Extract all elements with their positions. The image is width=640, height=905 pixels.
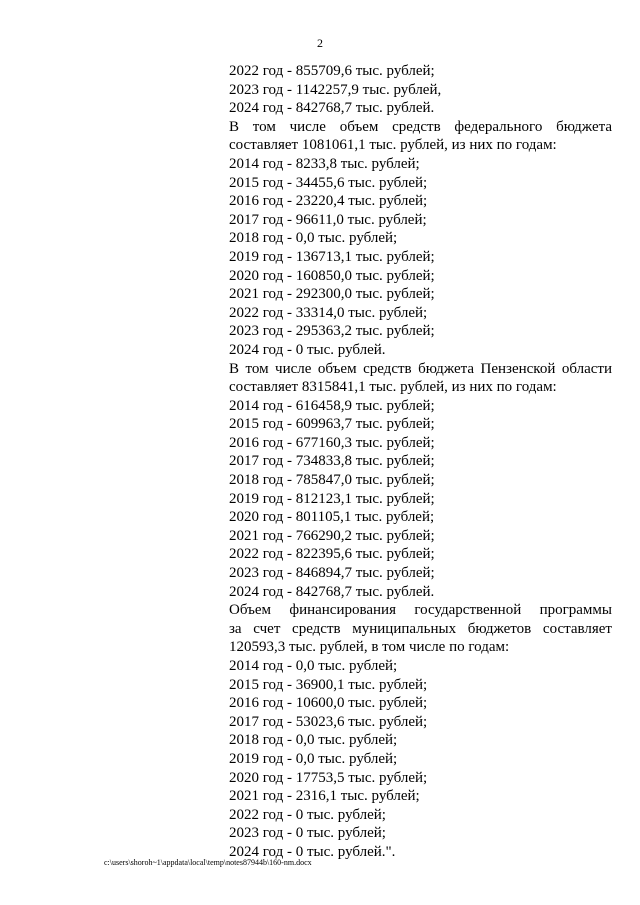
text-line: 2015 год - 609963,7 тыс. рублей; — [229, 416, 435, 433]
text-line: 2014 год - 8233,8 тыс. рублей; — [229, 155, 420, 172]
text-line: 2022 год - 0 тыс. рублей; — [229, 806, 386, 823]
text-line: 2015 год - 34455,6 тыс. рублей; — [229, 174, 428, 191]
text-line: 2021 год - 292300,0 тыс. рублей; — [229, 286, 435, 303]
text-line: 2016 год - 23220,4 тыс. рублей; — [229, 193, 428, 210]
text-line: 2018 год - 0,0 тыс. рублей; — [229, 230, 398, 247]
text-line: 2018 год - 0,0 тыс. рублей; — [229, 732, 398, 749]
text-line: составляет 1081061,1 тыс. рублей, из них по годам: — [229, 137, 557, 154]
text-line: 2017 год - 96611,0 тыс. рублей; — [229, 211, 427, 228]
text-line: 2021 год - 766290,2 тыс. рублей; — [229, 527, 435, 544]
text-line: 2016 год - 10600,0 тыс. рублей; — [229, 695, 428, 712]
text-line: 2015 год - 36900,1 тыс. рублей; — [229, 676, 428, 693]
text-line: 2017 год - 734833,8 тыс. рублей; — [229, 453, 435, 470]
page-number: 2 — [317, 36, 323, 50]
text-line: 2023 год - 846894,7 тыс. рублей; — [229, 565, 435, 582]
text-line: 2020 год - 160850,0 тыс. рублей; — [229, 267, 435, 284]
text-line: 2020 год - 801105,1 тыс. рублей; — [229, 509, 435, 526]
text-line: 2020 год - 17753,5 тыс. рублей; — [229, 769, 428, 786]
text-line: 2023 год - 0 тыс. рублей; — [229, 825, 386, 842]
text-line: 120593,3 тыс. рублей, в том числе по годам: — [229, 639, 510, 656]
text-line: 2022 год - 855709,6 тыс. рублей; — [229, 63, 435, 79]
document-body — [229, 62, 612, 862]
text-line: 2024 год - 842768,7 тыс. рублей. — [229, 583, 435, 600]
text-line: 2017 год - 53023,6 тыс. рублей; — [229, 713, 428, 730]
text-line: В том числе объем средств федерального бюджета — [229, 118, 612, 135]
text-line: 2019 год - 0,0 тыс. рублей; — [229, 750, 398, 767]
text-line: 2018 год - 785847,0 тыс. рублей; — [229, 472, 435, 489]
text-line: 2022 год - 33314,0 тыс. рублей; — [229, 304, 428, 321]
footer-file-path: c:\users\shoroh~1\appdata\local\temp\notes87944b\160-nm.docx — [104, 858, 312, 867]
text-line: 2019 год - 812123,1 тыс. рублей; — [229, 490, 435, 507]
text-line: В том числе объем средств бюджета Пензенской области — [229, 360, 612, 377]
text-line: 2021 год - 2316,1 тыс. рублей; — [229, 788, 420, 805]
text-line: 2024 год - 0 тыс. рублей.". — [229, 843, 396, 860]
text-line: 2022 год - 822395,6 тыс. рублей; — [229, 546, 435, 563]
text-line: 2016 год - 677160,3 тыс. рублей; — [229, 434, 435, 451]
text-line: 2023 год - 295363,2 тыс. рублей; — [229, 323, 435, 340]
text-line: 2023 год - 1142257,9 тыс. рублей, — [229, 81, 442, 98]
text-line: 2014 год - 616458,9 тыс. рублей; — [229, 397, 435, 414]
text-line: 2024 год - 842768,7 тыс. рублей. — [229, 100, 435, 117]
text-line: составляет 8315841,1 тыс. рублей, из них по годам: — [229, 379, 557, 396]
text-line: за счет средств муниципальных бюджетов составляет — [229, 620, 612, 637]
text-line: 2019 год - 136713,1 тыс. рублей; — [229, 248, 435, 265]
text-line: 2014 год - 0,0 тыс. рублей; — [229, 658, 398, 674]
text-line: Объем финансирования государственной программы — [229, 602, 612, 619]
text-line: 2024 год - 0 тыс. рублей. — [229, 341, 386, 358]
